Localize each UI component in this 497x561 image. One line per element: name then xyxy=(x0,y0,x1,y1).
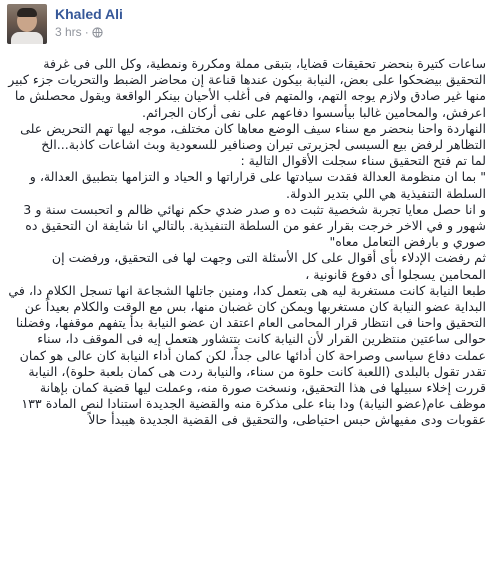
post-paragraph: النهاردة واحنا بنحضر مع سناء سيف الوضع معاها كان مختلف، موجه ليها تهم التحريض على التظاهر لرفض بيع السيسى لجزيرتى تيران وصنافير للسعودية وبث اشاعات كاذبة...الخ xyxy=(20,120,486,153)
post-meta xyxy=(55,25,103,39)
globe-icon[interactable] xyxy=(92,27,103,38)
post-body xyxy=(8,56,486,429)
meta-separator: · xyxy=(84,25,89,39)
post-timestamp[interactable]: 3 hrs xyxy=(55,25,82,39)
post-header xyxy=(7,4,487,44)
post-paragraph: ثم رفضت الإدلاء بأى أقوال على كل الأسئلة التى وجهت لها فى التحقيق، ورفضت إن المحامين يسجلوا أى دفوع قانونية ، xyxy=(51,250,486,282)
post-paragraph: طبعا النيابة كانت مستغربة ليه هى بتعمل كدا، ومنين جاتلها الشجاعة انها تسجل الكلام دا، في البداية عضو النيابة كان مستغربها ويمكن كان غضبان منها، بس مع الوقت والكلام بعيداً عن التحقيق واحنا فى انتظار قرار المحامى العام اعتقد ان عضو النيابة بدأ يتفهم موقفها، وفضلنا حوالى ساعتين منتظرين القرار لأن النيابة كانت بتتشاور هتعمل إيه فى الموقف دا، سناء عملت دفاع سياسى وصراحة كان أدائها عالى جداً، لكن كمان أداء النيابة كان عالى هو كمان تقدر تقول بالبلدى (اللعبة كانت حلوة من سناء، والنيابة ردت هى كمان بلعبة حلوة)، النيابة قررت إخلاء سبيلها فى هذا التحقيق، ونسخت صورة منه، وعملت ليها قضية كمان بإهانة موظف عام(عضو النيابة) ودا بناء على مذكرة منه والقضية الجديدة استنادا لنص المادة ١٣٣ عقوبات ودى مفيهاش حبس احتياطى، والتحقيق فى القضية الجديدة هيبدأ حالاً xyxy=(8,282,486,428)
author-name[interactable]: Khaled Ali xyxy=(55,6,123,22)
post-paragraph: ساعات كتيرة بنحضر تحقيقات قضايا، بتبقى مملة ومكررة ونمطية، وكل اللى فى غرفة التحقيق بيضحكوا على بعض، النيابة بيكون عندها قناعة إن محاضر الضبط والتحريات جزء كبير منها غير صادق ولازم يوجه التهم، والمتهم فى أغلب الأحيان بينكر الواقعة ويقول محصلش ما اعرفش، والمحامين غالبا بيأسسوا دفاعهم على نفى أركان الجرائم. xyxy=(8,56,486,120)
avatar[interactable] xyxy=(7,4,47,44)
post-paragraph: لما تم فتح التحقيق سناء سجلت الأقوال التالية : xyxy=(240,153,486,169)
post-paragraph: و انا حصل معايا تجربة شخصية تثبت ده و صدر ضدي حكم نهائي ظالم و اتحبست سنة و 3 شهور و في الاخر خرجت بقرار عفو من السلطة التنفيذية. بالتالي انا شايفة ان التحقيق ده صوري و بارفض التعامل معاه" xyxy=(23,201,486,250)
post-paragraph: " بما ان منظومة العدالة فقدت سيادتها على قراراتها و الحياد و التزامها بتطبيق العدالة، و السلطة التنفيذية هي اللي بتدير الدولة. xyxy=(29,169,486,201)
